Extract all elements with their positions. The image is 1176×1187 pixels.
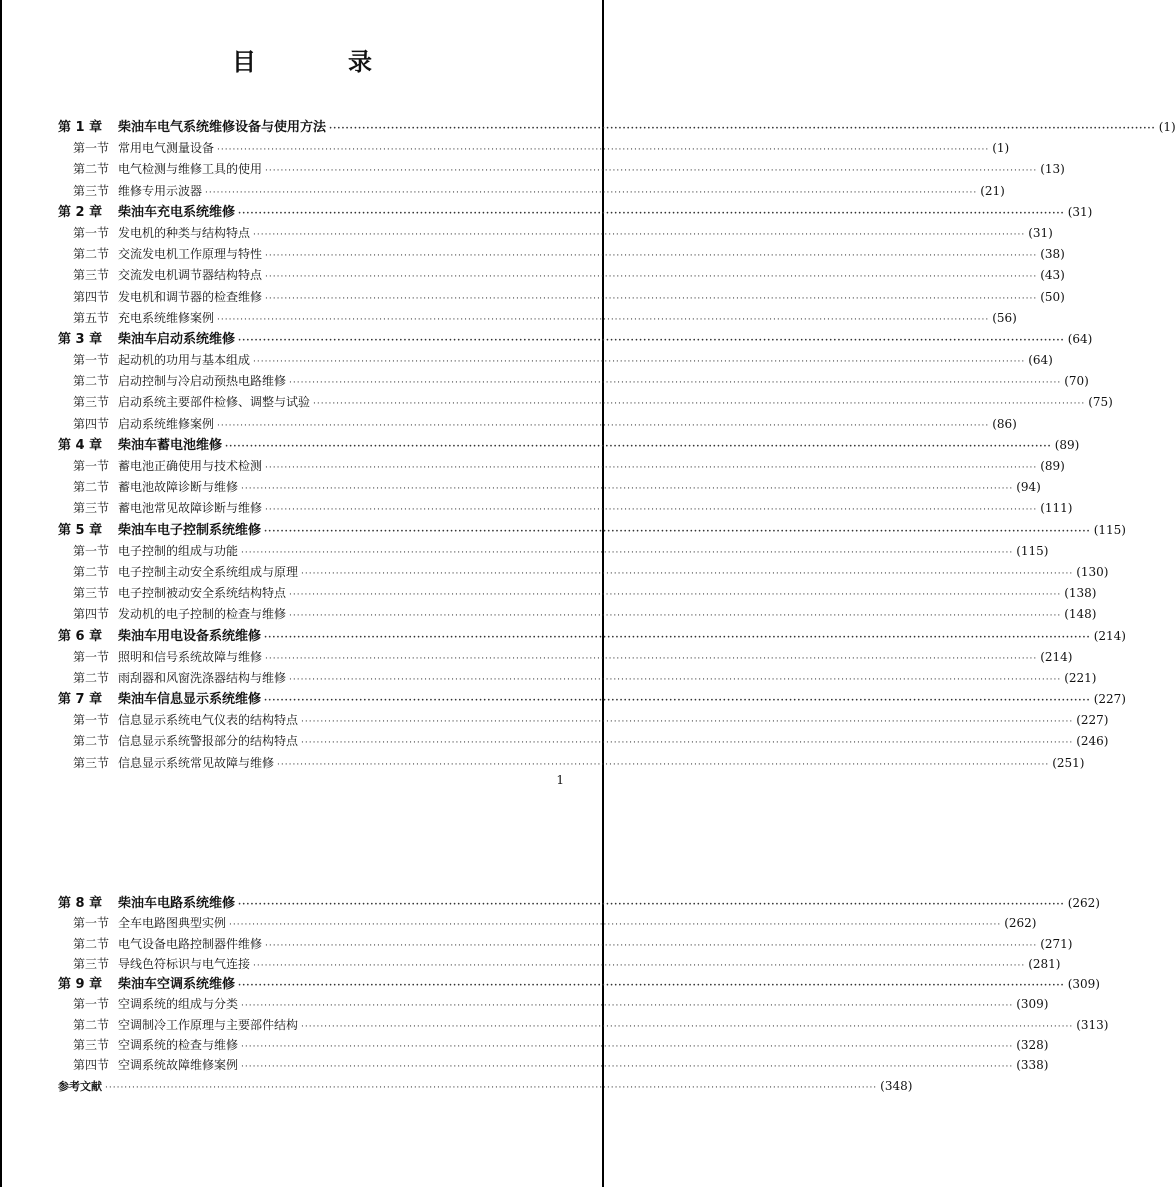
toc-entry-page: (271) — [1040, 936, 1073, 951]
toc-entry-number: 第 2 章 — [58, 204, 103, 220]
toc-entry-number: 第二节 — [73, 480, 110, 495]
toc-entry-number: 第 3 章 — [58, 331, 103, 347]
toc-leader-dots: ········································································································································································································ — [241, 1042, 1014, 1053]
toc-entry-title: 蓄电池故障诊断与维修 — [118, 480, 239, 495]
toc-entry-page: (21) — [980, 183, 1005, 198]
toc-entry-page: (75) — [1088, 395, 1113, 410]
toc-section-row[interactable] — [58, 994, 1049, 1014]
toc-leader-dots: ········································································································································································································ — [238, 900, 1065, 910]
toc-leader-dots: ········································································································································································································ — [217, 145, 990, 156]
toc-entry-page: (130) — [1076, 564, 1109, 579]
toc-entry-number: 第一节 — [73, 225, 110, 240]
toc-leader-dots: ········································································································································································································ — [265, 653, 1038, 664]
toc-entry-title: 柴油车启动系统维修 — [118, 331, 236, 347]
toc-entry-page: (111) — [1040, 501, 1073, 516]
toc-entry-title: 蓄电池常见故障诊断与维修 — [118, 501, 263, 516]
toc-entry-number: 第 1 章 — [58, 120, 103, 135]
toc-section-row[interactable] — [58, 498, 1073, 519]
toc-section-row[interactable] — [58, 1035, 1049, 1055]
toc-section-row[interactable] — [58, 456, 1065, 477]
toc-leader-dots: ········································································································································································································ — [265, 293, 1038, 304]
toc-leader-dots: ········································································································································································································ — [241, 484, 1014, 495]
toc-section-row[interactable] — [58, 647, 1073, 668]
toc-entry-page: (338) — [1016, 1058, 1049, 1073]
toc-entry-number: 第三节 — [73, 268, 110, 283]
toc-section-row[interactable] — [58, 287, 1065, 308]
toc-section-row[interactable] — [58, 477, 1041, 498]
toc-leader-dots: ········································································································································································································ — [229, 920, 1002, 931]
toc-leader-dots: ········································································································································································································ — [264, 696, 1091, 707]
toc-leader-dots: ········································································································································································································ — [313, 399, 1086, 410]
toc-entry-number: 第三节 — [73, 586, 110, 601]
toc-entry-number: 第二节 — [73, 374, 110, 389]
toc-section-row[interactable] — [58, 350, 1053, 371]
toc-entry-number: 第二节 — [73, 564, 110, 579]
toc-leader-dots: ········································································································································································································ — [265, 940, 1038, 951]
toc-entry-number: 第二节 — [73, 936, 110, 951]
toc-leader-dots: ········································································································································································································ — [265, 166, 1038, 177]
toc-entry-number: 第一节 — [73, 649, 110, 664]
page-number: 1 — [556, 773, 564, 787]
toc-leader-dots: ········································································································································································································ — [289, 674, 1062, 685]
toc-entry-title: 启动系统维修案例 — [118, 416, 215, 431]
toc-entry-title: 空调系统的组成与分类 — [118, 997, 239, 1012]
toc-section-row[interactable] — [58, 138, 1010, 159]
toc-entry-number: 参考文献 — [58, 1079, 102, 1093]
toc-leader-dots: ········································································································································································································ — [205, 187, 978, 198]
toc-entry-page: (56) — [992, 310, 1017, 325]
toc-leader-dots: ········································································································································································································ — [301, 1021, 1074, 1032]
toc-chapter-row[interactable] — [58, 435, 1080, 456]
toc-entry-number: 第 7 章 — [58, 692, 103, 708]
toc-entry-number: 第一节 — [73, 713, 110, 728]
toc-entry-page: (251) — [1052, 755, 1085, 770]
toc-section-row[interactable] — [58, 954, 1061, 974]
toc-entry-title: 电子控制被动安全系统结构特点 — [118, 586, 287, 601]
toc-leader-dots: ········································································································································································································ — [265, 251, 1038, 262]
toc-entry-page: (309) — [1016, 997, 1049, 1012]
toc-chapter-row[interactable] — [58, 974, 1100, 994]
toc-entry-page: (262) — [1004, 916, 1037, 931]
toc-entry-number: 第 4 章 — [58, 437, 103, 453]
toc-references-row[interactable] — [58, 1076, 913, 1096]
toc-entry-title: 电子控制主动安全系统组成与原理 — [118, 564, 299, 579]
toc-entry-number: 第 6 章 — [58, 628, 103, 644]
toc-entry-title: 电气设备电路控制器件维修 — [118, 936, 263, 951]
toc-entry-title: 电气检测与维修工具的使用 — [118, 162, 263, 177]
toc-entry-number: 第二节 — [73, 1017, 110, 1032]
toc-leader-dots: ········································································································································································································ — [105, 1082, 878, 1093]
toc-leader-dots: ········································································································································································································ — [265, 463, 1038, 473]
toc-leader-dots: ········································································································································································································ — [241, 1001, 1014, 1012]
toc-entry-number: 第三节 — [73, 501, 110, 516]
toc-entry-number: 第一节 — [73, 543, 110, 558]
toc-section-row[interactable] — [58, 371, 1089, 392]
toc-section-row[interactable] — [58, 159, 1065, 180]
toc-entry-number: 第四节 — [73, 416, 110, 431]
toc-leader-dots: ········································································································································································································ — [301, 717, 1074, 728]
toc-entry-number: 第三节 — [73, 183, 110, 198]
toc-entry-title: 启动系统主要部件检修、调整与试验 — [118, 395, 311, 410]
toc-entry-page: (246) — [1076, 734, 1109, 749]
toc-entry-page: (1) — [1158, 120, 1176, 134]
toc-section-row[interactable] — [58, 913, 1037, 933]
toc-entry-number: 第一节 — [73, 353, 110, 368]
toc-entry-title: 柴油车电子控制系统维修 — [118, 522, 262, 538]
toc-section-row[interactable] — [58, 710, 1109, 731]
toc-entry-number: 第四节 — [73, 289, 110, 304]
toc-entry-number: 第一节 — [73, 997, 110, 1012]
toc-leader-dots: ········································································································································································································ — [225, 441, 1052, 452]
toc-chapter-row[interactable] — [58, 117, 1176, 138]
toc-leader-dots: ········································································································································································································ — [289, 378, 1062, 389]
toc-leader-dots: ········································································································································································································ — [238, 208, 1065, 219]
toc-section-row[interactable] — [58, 414, 1017, 435]
toc-chapter-row[interactable] — [58, 689, 1126, 710]
toc-entry-title: 柴油车用电设备系统维修 — [118, 628, 262, 644]
toc-entry-page: (64) — [1028, 353, 1053, 368]
toc-leader-dots: ········································································································································································································ — [217, 420, 990, 431]
toc-leader-dots: ········································································································································································································ — [289, 590, 1062, 601]
toc-leader-dots: ········································································································································································································ — [241, 547, 1014, 558]
toc-section-row[interactable] — [58, 181, 1005, 202]
toc-entry-number: 第五节 — [73, 310, 110, 325]
toc-entry-page: (262) — [1067, 896, 1100, 910]
toc-section-row[interactable] — [58, 604, 1097, 625]
toc-entry-page: (313) — [1076, 1017, 1109, 1032]
toc-entry-title: 空调制冷工作原理与主要部件结构 — [118, 1017, 299, 1032]
toc-entry-page: (94) — [1016, 480, 1041, 495]
toc-entry-title: 信息显示系统电气仪表的结构特点 — [118, 713, 299, 728]
toc-entry-number: 第二节 — [73, 247, 110, 262]
toc-chapter-row[interactable] — [58, 520, 1126, 541]
toc-entry-title: 启动控制与冷启动预热电路维修 — [118, 374, 287, 389]
toc-entry-number: 第一节 — [73, 459, 110, 473]
toc-chapter-row[interactable] — [58, 329, 1093, 350]
toc-entry-title: 空调系统故障维修案例 — [118, 1058, 239, 1073]
toc-entry-title: 信息显示系统警报部分的结构特点 — [118, 734, 299, 749]
toc-leader-dots: ········································································································································································································ — [253, 960, 1026, 971]
toc-section-row[interactable] — [58, 1055, 1049, 1075]
toc-entry-title: 发电机的种类与结构特点 — [118, 225, 251, 240]
toc-entry-page: (115) — [1016, 543, 1049, 558]
toc-section-row[interactable] — [58, 223, 1053, 244]
toc-entry-title: 雨刮器和风窗洗涤器结构与维修 — [118, 670, 287, 685]
toc-entry-title: 充电系统维修案例 — [118, 310, 215, 325]
toc-entry-title: 信息显示系统常见故障与维修 — [118, 755, 275, 770]
toc-section-row[interactable] — [58, 541, 1049, 562]
toc-entry-number: 第一节 — [73, 141, 110, 156]
toc-entry-title: 交流发电机调节器结构特点 — [118, 268, 263, 283]
toc-entry-page: (309) — [1067, 977, 1100, 992]
toc-entry-title: 发电机和调节器的检查维修 — [118, 289, 263, 304]
toc-entry-number: 第四节 — [73, 1058, 110, 1073]
toc-section-row[interactable] — [58, 583, 1097, 604]
toc-list-2 — [58, 893, 1109, 1096]
toc-leader-dots: ········································································································································································································ — [264, 526, 1091, 537]
toc-entry-page: (70) — [1064, 374, 1089, 389]
toc-entry-number: 第三节 — [73, 1038, 110, 1053]
toc-chapter-row[interactable] — [58, 626, 1126, 647]
toc-entry-page: (86) — [992, 416, 1017, 431]
toc-chapter-row[interactable] — [58, 893, 1100, 913]
toc-leader-dots: ········································································································································································································ — [241, 1062, 1014, 1073]
toc-entry-page: (214) — [1093, 628, 1126, 643]
toc-entry-title: 发动机的电子控制的检查与维修 — [118, 607, 287, 622]
toc-leader-dots: ········································································································································································································ — [301, 738, 1074, 749]
toc-leader-dots: ········································································································································································································ — [253, 229, 1026, 240]
toc-entry-page: (31) — [1067, 204, 1093, 219]
toc-entry-page: (221) — [1064, 670, 1097, 685]
toc-section-row[interactable] — [58, 1015, 1109, 1035]
toc-leader-dots: ········································································································································································································ — [329, 124, 1156, 134]
toc-section-row[interactable] — [58, 668, 1097, 689]
toc-entry-number: 第 5 章 — [58, 522, 103, 538]
toc-entry-number: 第一节 — [73, 916, 110, 931]
toc-entry-title: 交流发电机工作原理与特性 — [118, 247, 263, 262]
toc-entry-page: (214) — [1040, 649, 1073, 664]
toc-entry-page: (38) — [1040, 247, 1065, 262]
toc-entry-page: (13) — [1040, 162, 1065, 177]
toc-entry-title: 空调系统的检查与维修 — [118, 1038, 239, 1053]
toc-entry-number: 第 8 章 — [58, 896, 103, 911]
toc-entry-page: (348) — [880, 1078, 913, 1093]
toc-entry-page: (89) — [1040, 459, 1065, 473]
toc-entry-title: 常用电气测量设备 — [118, 141, 215, 156]
toc-section-row[interactable] — [58, 308, 1017, 329]
toc-entry-page: (227) — [1093, 692, 1126, 707]
toc-entry-number: 第二节 — [73, 734, 110, 749]
toc-entry-number: 第二节 — [73, 162, 110, 177]
toc-entry-title: 柴油车电气系统维修设备与使用方法 — [118, 120, 327, 135]
toc-section-row[interactable] — [58, 753, 1085, 774]
toc-section-row[interactable] — [58, 731, 1109, 752]
toc-entry-title: 柴油车电路系统维修 — [118, 896, 236, 911]
toc-section-row[interactable] — [58, 392, 1113, 413]
toc-entry-title: 蓄电池正确使用与技术检测 — [118, 459, 263, 473]
toc-leader-dots: ········································································································································································································ — [289, 611, 1062, 622]
toc-entry-page: (281) — [1028, 956, 1061, 971]
toc-entry-page: (50) — [1040, 289, 1065, 304]
toc-entry-page: (148) — [1064, 607, 1097, 622]
page-title: 目 录 — [232, 48, 406, 76]
toc-entry-page: (1) — [992, 141, 1010, 156]
toc-entry-title: 起动机的功用与基本组成 — [118, 353, 251, 368]
toc-entry-number: 第四节 — [73, 607, 110, 622]
toc-entry-title: 照明和信号系统故障与维修 — [118, 649, 263, 664]
toc-leader-dots: ········································································································································································································ — [238, 335, 1065, 346]
toc-entry-title: 柴油车充电系统维修 — [118, 204, 236, 220]
toc-section-row[interactable] — [58, 934, 1073, 954]
toc-entry-title: 导线色符标识与电气连接 — [118, 956, 251, 971]
toc-entry-number: 第三节 — [73, 755, 110, 770]
toc-leader-dots: ········································································································································································································ — [301, 568, 1074, 579]
toc-section-row[interactable] — [58, 244, 1065, 265]
toc-entry-title: 柴油车蓄电池维修 — [118, 437, 223, 453]
toc-section-row[interactable] — [58, 265, 1065, 286]
toc-leader-dots: ········································································································································································································ — [265, 505, 1038, 516]
toc-entry-page: (115) — [1093, 522, 1126, 537]
toc-chapter-row[interactable] — [58, 202, 1093, 223]
toc-entry-number: 第二节 — [73, 670, 110, 685]
toc-leader-dots: ········································································································································································································ — [264, 632, 1091, 643]
toc-entry-number: 第 9 章 — [58, 977, 103, 993]
toc-leader-dots: ········································································································································································································ — [217, 314, 990, 325]
toc-entry-page: (89) — [1054, 437, 1080, 452]
toc-entry-title: 电子控制的组成与功能 — [118, 543, 239, 558]
toc-entry-title: 维修专用示波器 — [118, 183, 203, 198]
toc-leader-dots: ········································································································································································································ — [277, 759, 1050, 770]
toc-leader-dots: ········································································································································································································ — [238, 981, 1065, 992]
toc-entry-page: (138) — [1064, 586, 1097, 601]
toc-entry-page: (64) — [1067, 331, 1093, 346]
toc-entry-number: 第三节 — [73, 395, 110, 410]
toc-entry-page: (227) — [1076, 713, 1109, 728]
toc-entry-page: (43) — [1040, 268, 1065, 283]
toc-list-1 — [58, 117, 1176, 774]
toc-leader-dots: ········································································································································································································ — [253, 357, 1026, 368]
toc-entry-page: (328) — [1016, 1038, 1049, 1053]
toc-entry-title: 全车电路图典型实例 — [118, 916, 227, 931]
toc-entry-title: 柴油车空调系统维修 — [118, 977, 236, 993]
toc-entry-number: 第三节 — [73, 956, 110, 971]
toc-entry-title: 柴油车信息显示系统维修 — [118, 692, 262, 708]
toc-page-2 — [0, 860, 1109, 1187]
toc-entry-page: (31) — [1028, 225, 1053, 240]
toc-leader-dots: ········································································································································································································ — [265, 272, 1038, 283]
toc-section-row[interactable] — [58, 562, 1109, 583]
